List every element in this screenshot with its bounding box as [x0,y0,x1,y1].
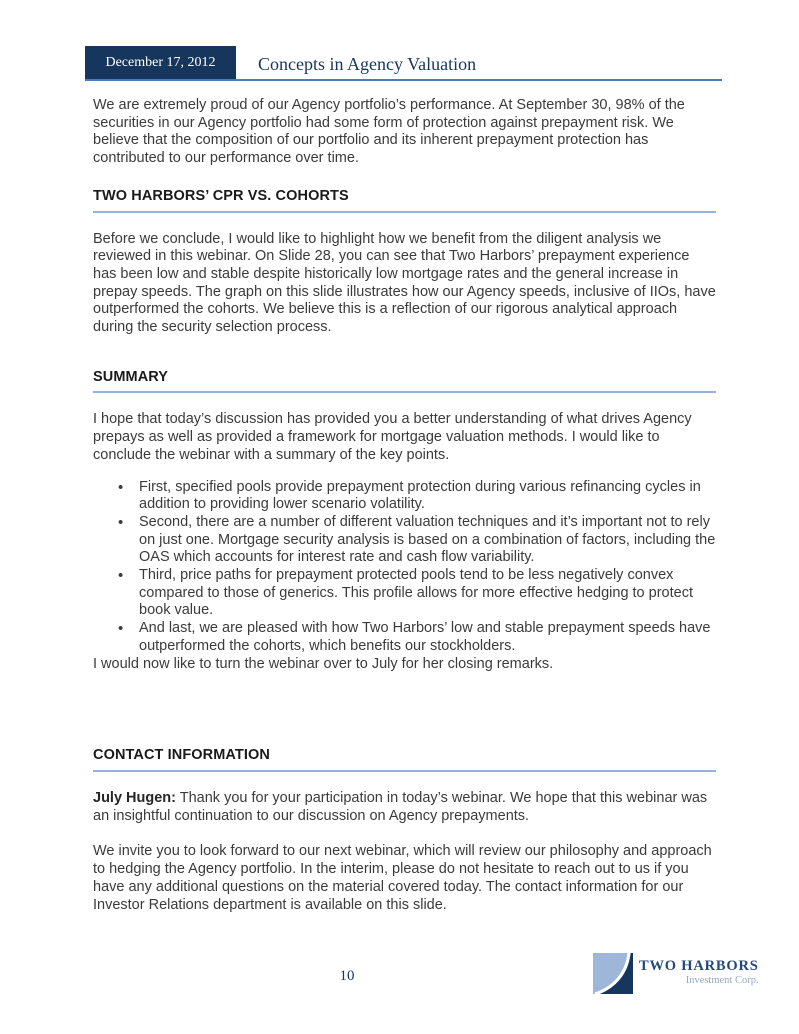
logo-company-name: TWO HARBORS [639,958,759,974]
section-heading-cpr: TWO HARBORS’ CPR VS. COHORTS [93,188,716,213]
contact-paragraph-1 [93,790,716,825]
section-heading-summary: SUMMARY [93,369,716,394]
summary-bullet-2: • Second, there are a number of different valuation techniques and it’s important not to rely on just one. Mortgage security analysis is based on a combination of factors, including the OAS which accounts for interest rate and cash flow variability. [139,514,716,567]
header-date: December 17, 2012 [105,54,216,70]
logo-company-subtitle: Investment Corp. [685,975,759,986]
section-contact-information [93,747,716,914]
summary-closing-line: I would now like to turn the webinar over to July for her closing remarks. [93,655,554,672]
summary-paragraph: I hope that today’s discussion has provided you a better understanding of what drives Agency prepays as well as provided a framework for mortgage valuation methods. I would like to conclude the webinar with a summary of the key points. [93,411,692,463]
cpr-paragraph: Before we conclude, I would like to highlight how we benefit from the diligent analysis we reviewed in this webinar. On Slide 28, you can see that Two Harbors’ prepayment experience has been low and stable despite historically low mortgage rates and the general increase in prepay speeds. The graph on this slide illustrates how our Agency speeds, inclusive of IIOs, have outperformed the cohorts. We believe this is a reflection of our rigorous analytical approach during the security selection process. [93,230,716,336]
section-summary [93,369,716,674]
page-number: 10 [339,968,355,984]
header-date-badge [85,46,236,79]
section-cpr-vs-cohorts [93,188,716,337]
two-harbors-logo-icon [593,953,633,994]
speaker-name: July Hugen: [93,789,176,806]
section-heading-contact: CONTACT INFORMATION [93,747,716,772]
summary-bullet-1: • First, specified pools provide prepayment protection during various refinancing cycles in addition to providing lower scenario volatility. [139,479,716,514]
company-logo [593,953,759,994]
summary-bullet-3: • Third, price paths for prepayment protected pools tend to be less negatively convex compared to those of generics. This profile allows for more effective hedging to protect book value. [139,567,716,620]
intro-paragraph: We are extremely proud of our Agency portfolio’s performance. At September 30, 98% of the securities in our Agency portfolio had some form of protection against prepayment risk. We believe that the composition of our portfolio and its inherent prepayment protection has contributed to our performance over time. [93,97,685,167]
logo-text [639,953,759,987]
summary-bullet-4: • And last, we are pleased with how Two Harbors’ low and stable prepayment speeds have outperformed the cohorts, which benefits our stockholders. [139,620,716,655]
page-header [85,46,722,81]
summary-bullet-list [93,479,716,656]
document-title: Concepts in Agency Valuation [258,54,477,74]
contact-paragraph-2: We invite you to look forward to our next webinar, which will review our philosophy and approach to hedging the Agency portfolio. In the interim, please do not hesitate to reach out to us if you have any additional questions on the material covered today. The contact information for our Investor Relations department is available on this slide. [93,843,712,913]
contact-paragraph-1-text: Thank you for your participation in today’s webinar. We hope that this webinar was an insightful continuation to our discussion on Agency prepayments. [93,789,708,824]
document-body [93,97,716,914]
